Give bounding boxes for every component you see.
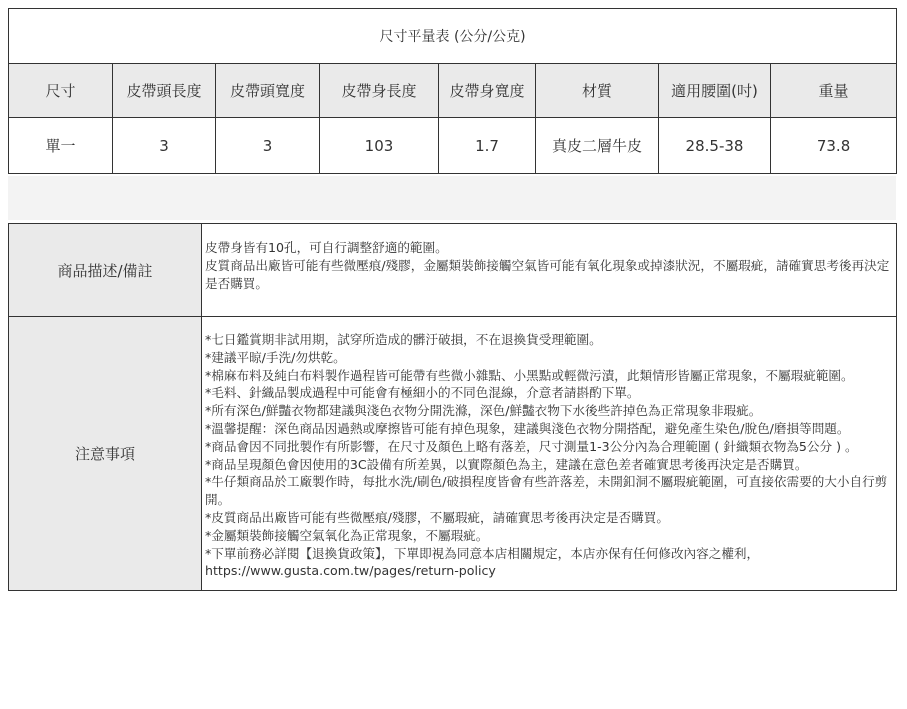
value-cell: 73.8	[771, 118, 897, 174]
section-spacer	[8, 176, 896, 220]
value-cell: 3	[216, 118, 320, 174]
header-cell: 皮帶身長度	[320, 64, 439, 118]
description-row	[9, 224, 897, 317]
header-cell: 皮帶頭長度	[113, 64, 216, 118]
value-cell: 單一	[9, 118, 113, 174]
header-cell: 尺寸	[9, 64, 113, 118]
notice-label: 注意事項	[9, 317, 202, 591]
table-row	[9, 118, 897, 174]
value-cell: 28.5-38	[659, 118, 771, 174]
description-content	[202, 224, 897, 317]
value-cell: 1.7	[439, 118, 536, 174]
description-line: 皮質商品出廠皆可能有些微壓痕/殘膠，金屬類裝飾接觸空氣皆可能有氧化現象或掉漆狀況，不屬瑕疵，請確實思考後再決定是否購買。	[205, 257, 890, 291]
notice-content	[202, 317, 897, 591]
return-policy-link: https://www.gusta.com.tw/pages/return-policy	[205, 563, 496, 579]
size-table-title: 尺寸平量表 (公分/公克)	[9, 9, 897, 64]
header-cell: 重量	[771, 64, 897, 118]
notice-line: *七日鑑賞期非試用期，試穿所造成的髒汙破損，不在退換貨受理範圍。	[205, 332, 602, 347]
notice-line: *棉麻布料及純白布料製作過程皆可能帶有些微小雜點、小黑點或輕微污漬，此類情形皆屬正常現象，不屬瑕疵範圍。	[205, 367, 854, 383]
value-cell: 真皮二層牛皮	[536, 118, 659, 174]
header-cell: 適用腰圍(吋)	[659, 64, 771, 118]
description-line: 皮帶身皆有10孔，可自行調整舒適的範圍。	[205, 240, 448, 255]
notes-table	[8, 223, 897, 591]
header-cell: 皮帶頭寬度	[216, 64, 320, 118]
notice-line: *商品會因不同批製作有所影響，在尺寸及顏色上略有落差，尺寸測量1-3公分內為合理範圍 ( 針織類衣物為5公分 ) 。	[205, 438, 858, 454]
value-cell: 3	[113, 118, 216, 174]
description-label: 商品描述/備註	[9, 224, 202, 317]
notice-line: *下單前務必詳閱【退換貨政策】，下單即視為同意本店相關規定，本店亦保有任何修改內容之權利，	[205, 545, 760, 561]
header-cell: 材質	[536, 64, 659, 118]
notice-line: *建議平晾/手洗/勿烘乾。	[205, 349, 346, 365]
notice-row	[9, 317, 897, 591]
notice-line: *毛料、針織品製成過程中可能會有極細小的不同色混線，介意者請斟酌下單。	[205, 385, 640, 401]
notice-line: *所有深色/鮮豔衣物都建議與淺色衣物分開洗滌，深色/鮮豔衣物下水後些許掉色為正常現象非瑕疵。	[205, 403, 762, 419]
value-cell: 103	[320, 118, 439, 174]
notice-line: *金屬類裝飾接觸空氣氧化為正常現象，不屬瑕疵。	[205, 527, 489, 543]
size-table	[8, 8, 897, 174]
notice-line: *皮質商品出廠皆可能有些微壓痕/殘膠，不屬瑕疵，請確實思考後再決定是否購買。	[205, 509, 669, 525]
header-cell: 皮帶身寬度	[439, 64, 536, 118]
size-table-header-row	[9, 64, 897, 118]
notice-line: *商品呈現顏色會因使用的3C設備有所差異，以實際顏色為主，建議在意色差者確實思考後再決定是否購買。	[205, 456, 808, 472]
notice-line: *牛仔類商品於工廠製作時，每批水洗/刷色/破損程度皆會有些許落差，未開釦洞不屬瑕疵範圍，可直接依需要的大小自行剪開。	[205, 474, 888, 508]
notice-line: *溫馨提醒：深色商品因過熱或摩擦皆可能有掉色現象，建議與淺色衣物分開搭配，避免產生染色/脫色/磨損等問題。	[205, 420, 850, 436]
